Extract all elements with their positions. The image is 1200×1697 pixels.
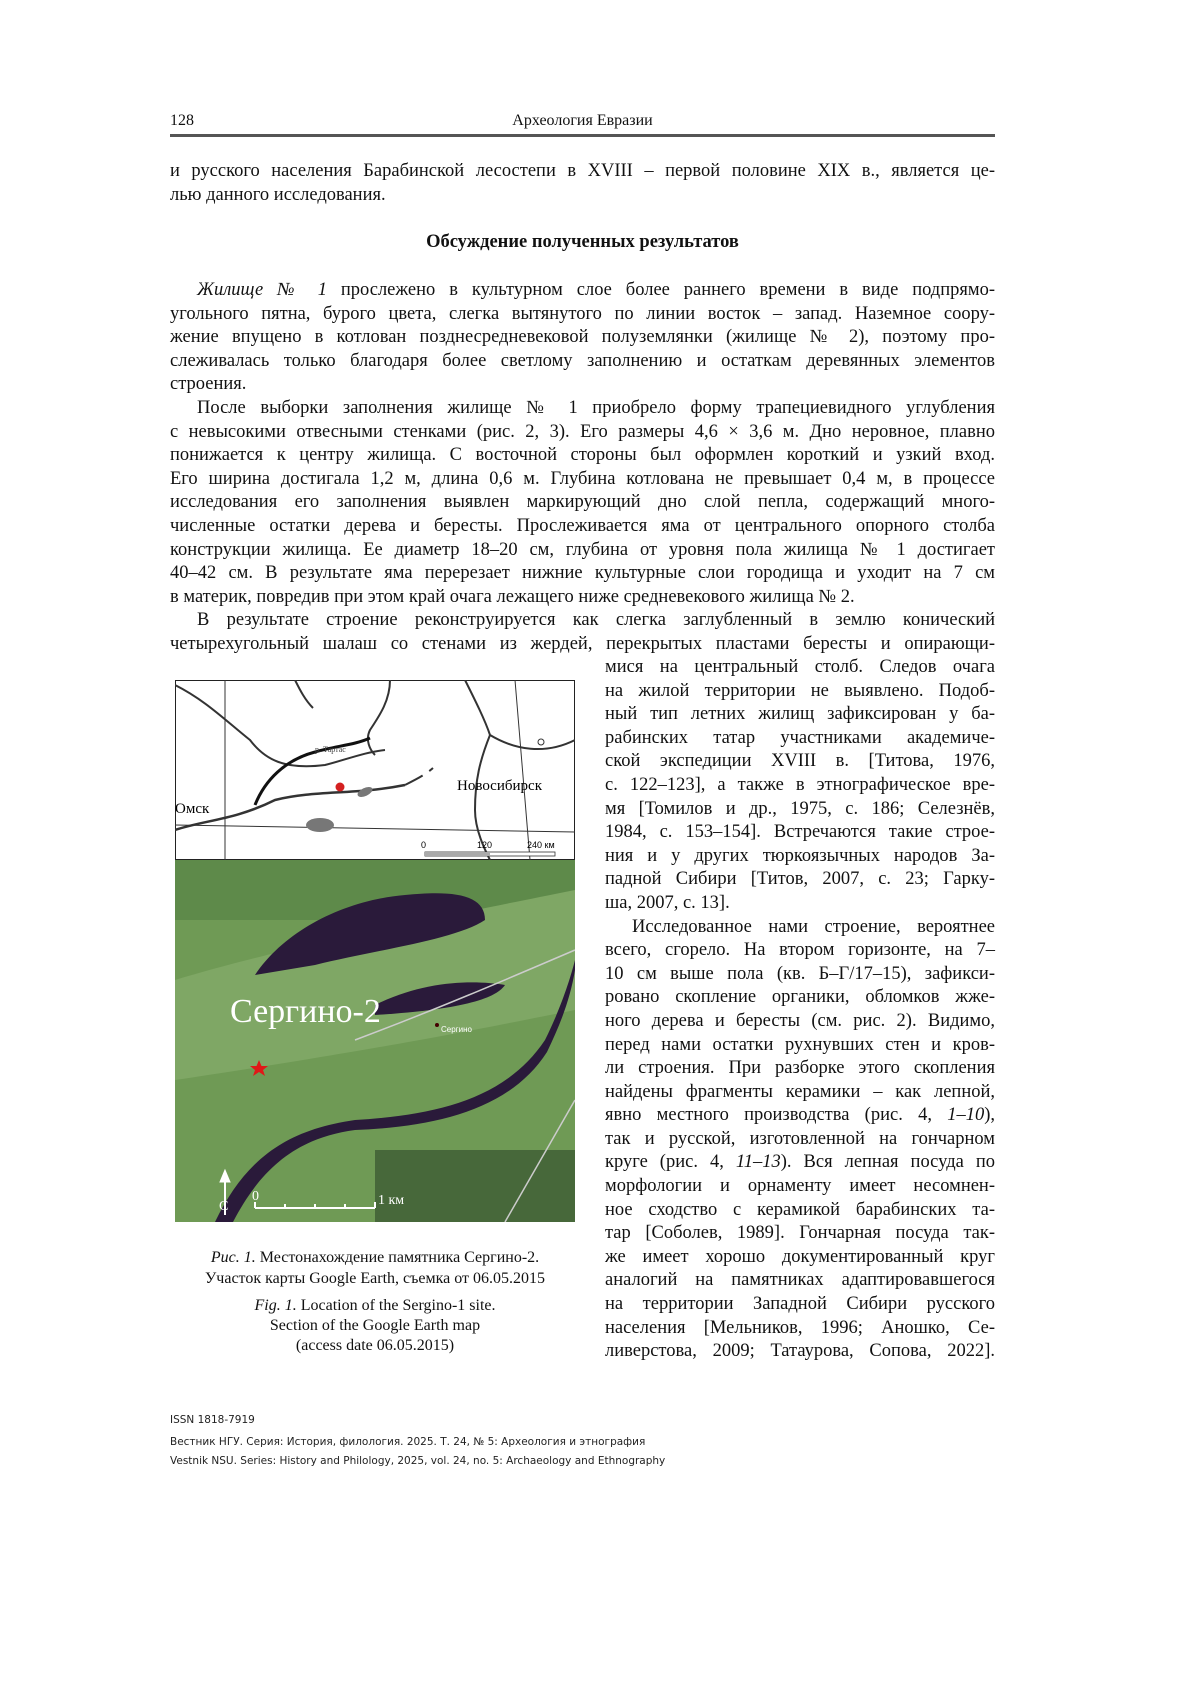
village-label: Сергино [441,1025,472,1034]
text-line: 10 см выше пола (кв. Б–Г/17–15), зафикси- [605,963,995,987]
svg-text:0: 0 [252,1189,259,1204]
river-label: р. Тартас [315,745,346,754]
italic-text: 11–13 [736,1152,781,1172]
text-line: так и русской, изготовленной на гончарном [605,1128,995,1152]
text-line: мя [Томилов и др., 1975, с. 186; Селезнёв, [605,798,995,822]
text-line: ской экспедиции XVIII в. [Титова, 1976, [605,750,995,774]
city-label-novosibirsk: Новосибирск [457,778,543,794]
text-segment: ), [984,1105,995,1125]
text-line [170,279,995,303]
text-line: с. 122–123], а также в этнографическое вре- [605,774,995,798]
footer-journal-ru: Вестник НГУ. Серия: История, филология. 2025. Т. 24, № 5: Археология и этнография [170,1436,645,1448]
caption-label-en: Fig. 1. [255,1297,297,1314]
text-line: 40–42 см. В результате яма перерезает нижние культурные слои городища и уходит на 7 см [170,562,995,586]
text-line: ный тип летних жилищ зафиксирован у ба- [605,703,995,727]
text-line: аналогий на памятниках адаптировавшегося [605,1269,995,1293]
text-line: тар [Соболев, 1989]. Гончарная посуда так- [605,1222,995,1246]
figure-1-map [175,680,575,1222]
italic-text: 1–10 [947,1105,984,1125]
text-line: ровано скопление органики, обломков жже- [605,986,995,1010]
italic-text: Жилище № 1 [197,280,327,300]
city-label-omsk: Омск [175,801,210,817]
text-line: морфологии и орнаменту имеет несомнен- [605,1175,995,1199]
text-line: ливерстова, 2009; Татаурова, Сопова, 2022]. [605,1340,995,1364]
caption-text: Местонахождение памятника Сергино-2. [256,1249,539,1266]
page-number: 128 [170,112,194,130]
caption-label-ru: Рис. 1. [211,1249,256,1266]
text-line: лью данного исследования. [170,184,995,208]
right-body-text [605,656,995,1364]
caption-text: Section of the Google Earth map [170,1316,580,1336]
text-line: ного дерева и бересты (см. рис. 2). Видимо, [605,1010,995,1034]
text-line: строения. [170,373,995,397]
text-line: В результате строение реконструируется как слегка заглубленный в землю конический [170,609,995,633]
text-segment: явно местного производства (рис. 4, [605,1105,947,1125]
text-line [605,1104,995,1128]
text-line: конструкции жилища. Ее диаметр 18–20 см, глубина от уровня пола жилища № 1 достигает [170,539,995,563]
text-line: на жилой территории не выявлено. Подоб- [605,680,995,704]
text-segment: ). Вся лепная посуда по [781,1152,995,1172]
text-line: и русского населения Барабинской лесостепи в XVIII – первой половине XIX в., является це- [170,160,995,184]
intro-text [170,160,995,207]
text-line: мися на центральный столб. Следов очага [605,656,995,680]
text-line: угольного пятна, бурого цвета, слегка вытянутого по линии восток – запад. Наземное соору- [170,303,995,327]
text-line: в материк, повредив при этом край очага лежащего ниже средневекового жилища № 2. [170,586,995,610]
footer-journal-en: Vestnik NSU. Series: History and Philology, 2025, vol. 24, no. 5: Archaeology and Ethnography [170,1455,665,1467]
left-body-text [170,279,995,657]
text-line: численные остатки дерева и бересты. Прослеживается яма от центрального опорного столба [170,515,995,539]
site-marker-dot [336,783,345,792]
text-line: перед нами остатки рухнувших стен и кров- [605,1034,995,1058]
svg-text:1 км: 1 км [378,1193,404,1208]
header-rule [170,134,995,137]
text-line: Исследованное нами строение, вероятнее [605,916,995,940]
svg-text:240 км: 240 км [527,840,555,850]
text-line: жение впущено в котлован позднесредневековой полуземлянки (жилище № 2), поэтому про- [170,326,995,350]
text-line: с невысокими отвесными стенками (рис. 2, 3). Его размеры 4,6 × 3,6 м. Дно неровное, плавно [170,421,995,445]
text-line: Его ширина достигала 1,2 м, длина 0,6 м. Глубина котлована не превышает 0,4 м, в процессе [170,468,995,492]
text-line: найдены фрагменты керамики – как лепной, [605,1081,995,1105]
footer-issn: ISSN 1818-7919 [170,1414,255,1426]
caption-text: Участок карты Google Earth, съемка от 06.05.2015 [170,1268,580,1289]
satellite-image [175,860,575,1222]
text-line: падной Сибири [Титов, 2007, с. 23; Гарку- [605,868,995,892]
text-line: ли строения. При разборке этого скопления [605,1057,995,1081]
north-label: С [219,1199,228,1214]
text-line: всего, сгорело. На втором горизонте, на 7– [605,939,995,963]
text-line: слеживалась только благодаря более светлому заполнению и остаткам деревянных элементов [170,350,995,374]
text-segment: прослежено в культурном слое более раннего времени в виде подпрямо- [327,280,995,300]
svg-text:120: 120 [477,840,492,850]
site-label: Сергино-2 [230,993,381,1030]
text-line: понижается к центру жилища. С восточной стороны был оформлен короткий и узкий вход. [170,444,995,468]
text-line: исследования его заполнения выявлен маркирующий дно слой пепла, содержащий много- [170,491,995,515]
text-line: населения [Мельников, 1996; Аношко, Се- [605,1317,995,1341]
text-line: ния и у других тюркоязычных народов За- [605,845,995,869]
text-line: четырехугольный шалаш со стенами из жердей, перекрытых пластами бересты и опирающи- [170,633,995,657]
svg-text:0: 0 [421,840,426,850]
caption-text: (access date 06.05.2015) [170,1336,580,1356]
text-line: на территории Западной Сибири русского [605,1293,995,1317]
text-line [605,1151,995,1175]
figure-caption-en [170,1296,580,1356]
text-line: ное сходство с керамикой барабинских та- [605,1199,995,1223]
text-line: ша, 2007, с. 13]. [605,892,995,916]
caption-text: Location of the Sergino-1 site. [297,1297,496,1314]
text-segment: круге (рис. 4, [605,1152,736,1172]
running-header: Археология Евразии [170,112,995,130]
text-line: После выборки заполнения жилище № 1 приобрело форму трапециевидного углубления [170,397,995,421]
text-line: 1984, с. 153–154]. Встречаются такие строе- [605,821,995,845]
text-line: же имеет хорошо документированный круг [605,1246,995,1270]
section-heading: Обсуждение полученных результатов [170,232,995,253]
text-line: рабинских татар участниками академиче- [605,727,995,751]
figure-caption-ru [170,1247,580,1289]
